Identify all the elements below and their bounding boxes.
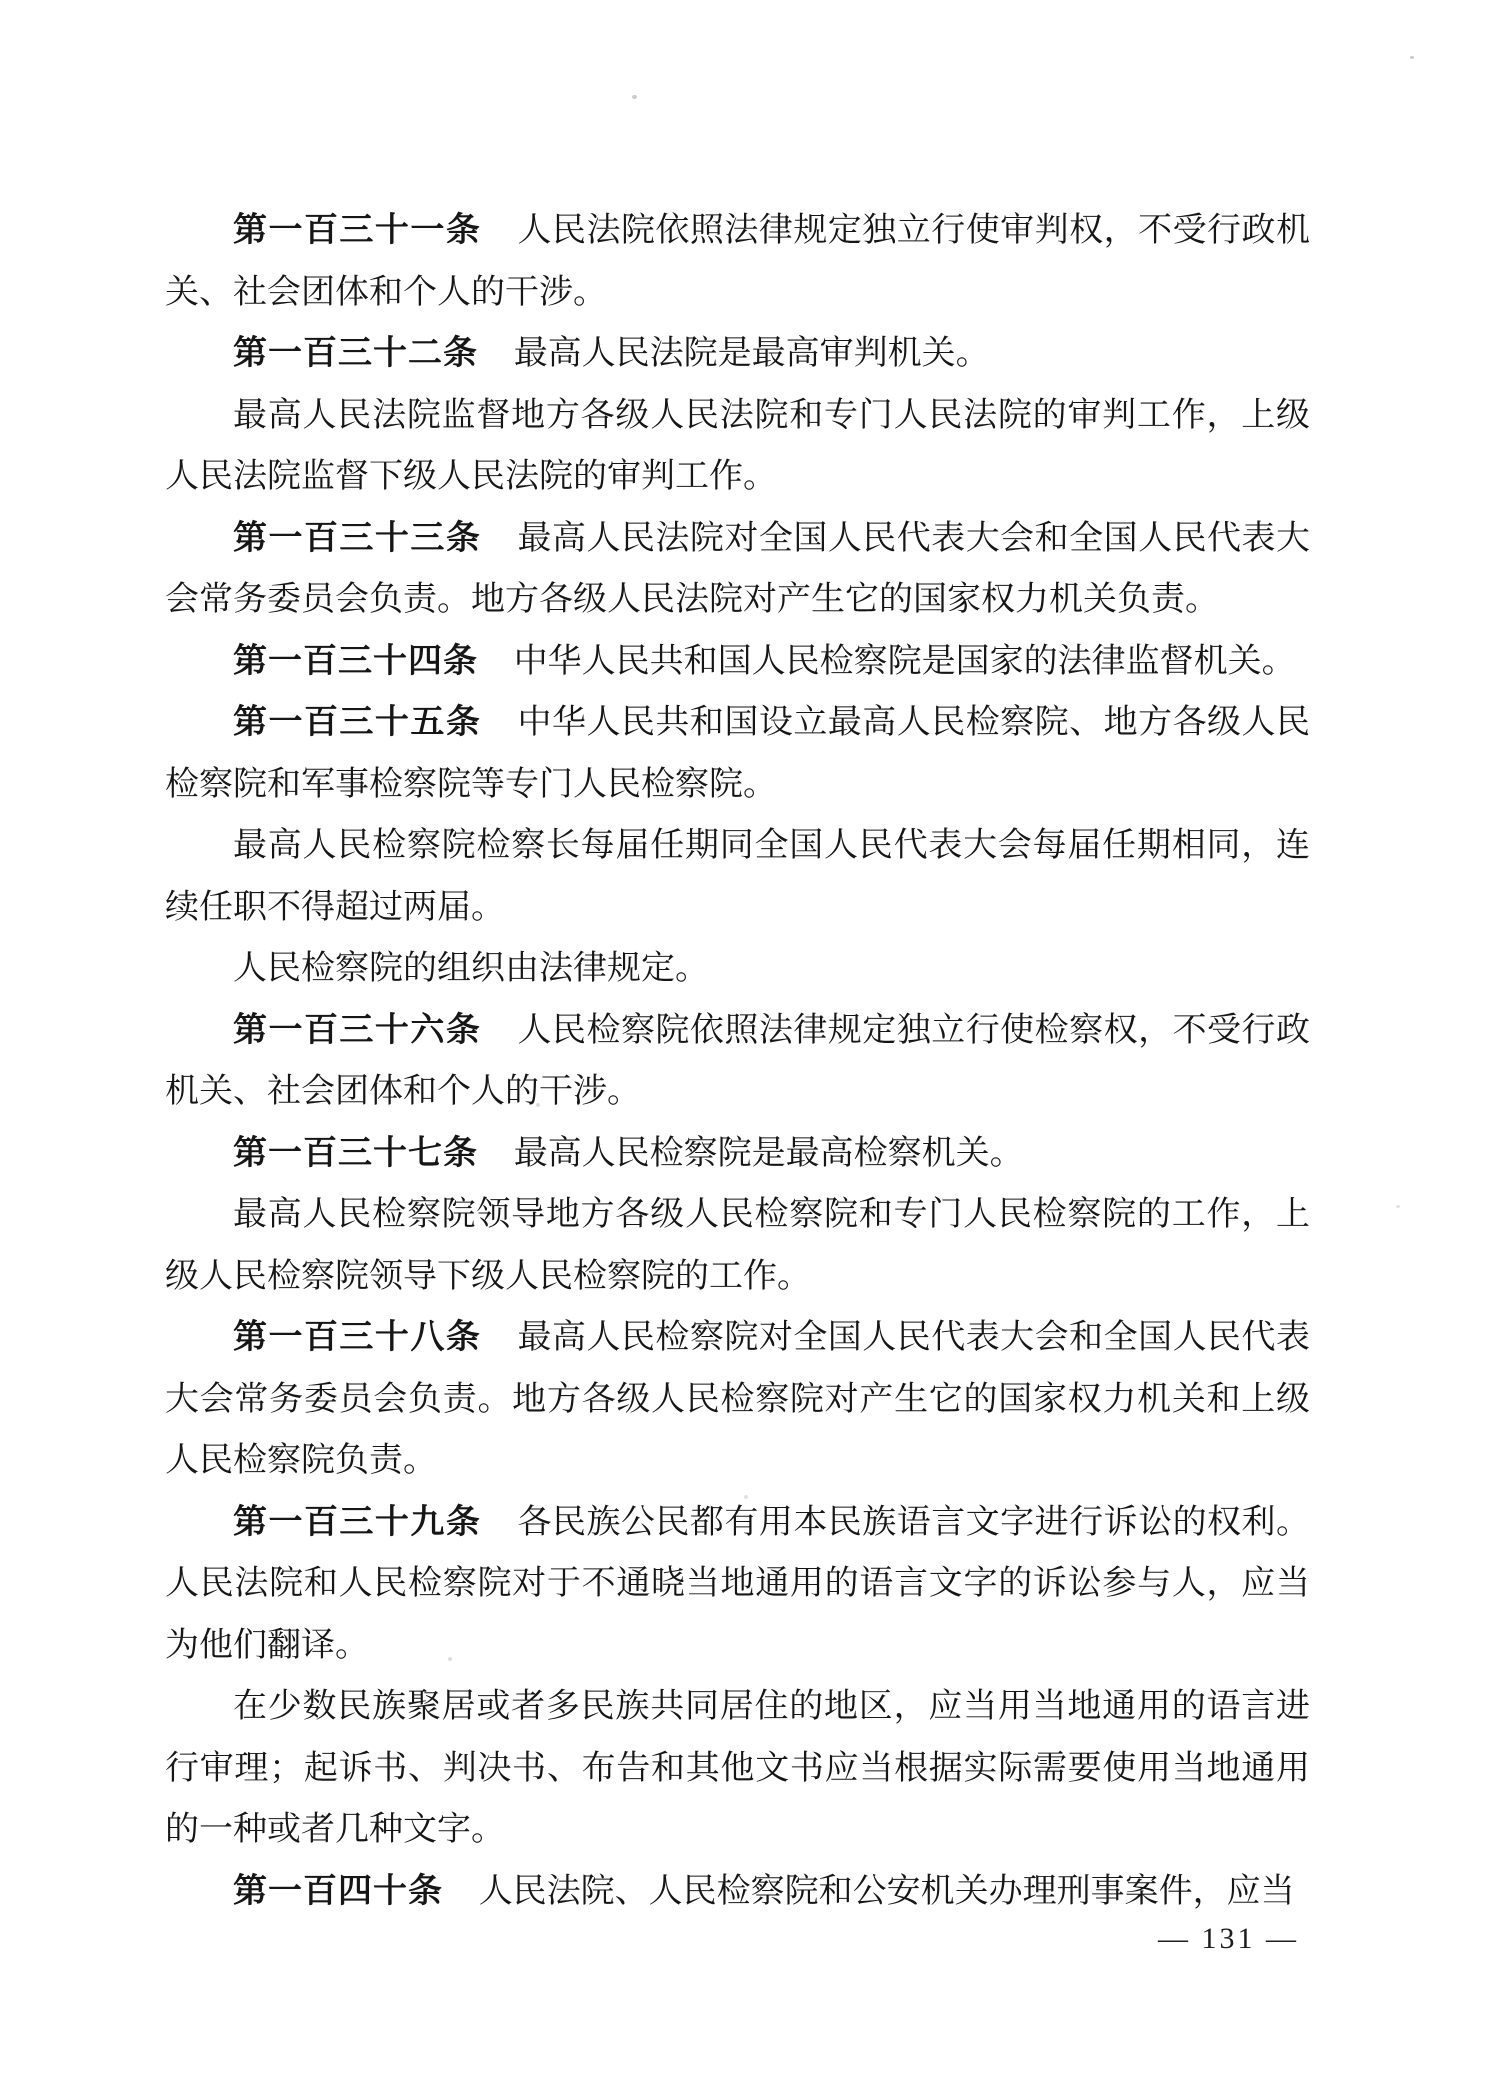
scan-speckle [744, 1495, 748, 1499]
body-paragraph [165, 1184, 1310, 1307]
paragraph-text: 人民法院、人民检察院和公安机关办理刑事案件，应当 [478, 1872, 1295, 1910]
scan-speckle [1396, 1205, 1400, 1208]
paragraph-text: 最高人民检察院是最高检察机关。 [513, 1134, 1024, 1172]
article-paragraph [165, 1000, 1310, 1123]
paragraph-text: 各民族公民都有用本民族语言文字进行诉讼的权利。人民法院和人民检察院对于不通晓当地通用的语言文字的诉讼参与人，应当为他们翻译。 [165, 1503, 1311, 1664]
article-number: 第一百三十五条 [233, 703, 482, 741]
body-paragraph [165, 385, 1310, 508]
paragraph-text: 人民法院依照法律规定独立行使审判权，不受行政机关、社会团体和个人的干涉。 [165, 212, 1311, 311]
body-paragraph [165, 938, 1310, 1000]
paragraph-text: 中华人民共和国设立最高人民检察院、地方各级人民检察院和军事检察院等专门人民检察院。 [165, 704, 1311, 803]
paragraph-text: 最高人民检察院对全国人民代表大会和全国人民代表大会常务委员会负责。地方各级人民检察院对产生它的国家权力机关和上级人民检察院负责。 [165, 1319, 1311, 1479]
article-number: 第一百三十八条 [233, 1318, 482, 1356]
article-number: 第一百三十二条 [233, 334, 478, 372]
article-number: 第一百三十四条 [233, 641, 478, 680]
article-number: 第一百三十三条 [233, 518, 482, 557]
paragraph-text: 最高人民法院是最高审判机关。 [513, 335, 990, 372]
article-text-block [165, 200, 1310, 1922]
article-paragraph [165, 1861, 1310, 1923]
article-paragraph [165, 1123, 1310, 1185]
body-paragraph [165, 1676, 1310, 1861]
article-number: 第一百三十一条 [233, 211, 482, 249]
article-number: 第一百三十六条 [233, 1010, 482, 1049]
scan-speckle [1410, 56, 1414, 59]
paragraph-text: 最高人民检察院领导地方各级人民检察院和专门人民检察院的工作，上级人民检察院领导下级人民检察院的工作。 [165, 1196, 1310, 1295]
article-paragraph [165, 1307, 1310, 1492]
paragraph-text: 在少数民族聚居或者多民族共同居住的地区，应当用当地通用的语言进行审理；起诉书、判决书、布告和其他文书应当根据实际需要使用当地通用的一种或者几种文字。 [165, 1688, 1310, 1848]
paragraph-text: 中华人民共和国人民检察院是国家的法律监督机关。 [513, 642, 1296, 680]
article-number: 第一百三十九条 [233, 1502, 482, 1541]
article-number: 第一百四十条 [233, 1871, 443, 1910]
article-paragraph [165, 508, 1310, 631]
paragraph-text: 最高人民法院对全国人民代表大会和全国人民代表大会常务委员会负责。地方各级人民法院对产生它的国家权力机关负责。 [165, 519, 1311, 618]
scan-speckle [536, 1103, 540, 1107]
article-paragraph [165, 692, 1310, 815]
article-paragraph [165, 631, 1310, 693]
article-paragraph [165, 323, 1310, 385]
paragraph-text: 人民检察院的组织由法律规定。 [233, 950, 709, 987]
scan-speckle [632, 95, 637, 99]
article-paragraph [165, 1492, 1310, 1677]
paragraph-text: 最高人民检察院检察长每届任期同全国人民代表大会每届任期相同，连续任职不得超过两届。 [165, 827, 1310, 926]
page-number: — 131 — [1158, 1922, 1299, 1955]
paragraph-text: 人民检察院依照法律规定独立行使检察权，不受行政机关、社会团体和个人的干涉。 [165, 1011, 1311, 1110]
paragraph-text: 最高人民法院监督地方各级人民法院和专门人民法院的审判工作，上级人民法院监督下级人民法院的审判工作。 [165, 396, 1310, 495]
body-paragraph [165, 815, 1310, 938]
article-paragraph [165, 200, 1310, 323]
article-number: 第一百三十七条 [233, 1133, 478, 1172]
scan-speckle [448, 1657, 452, 1661]
